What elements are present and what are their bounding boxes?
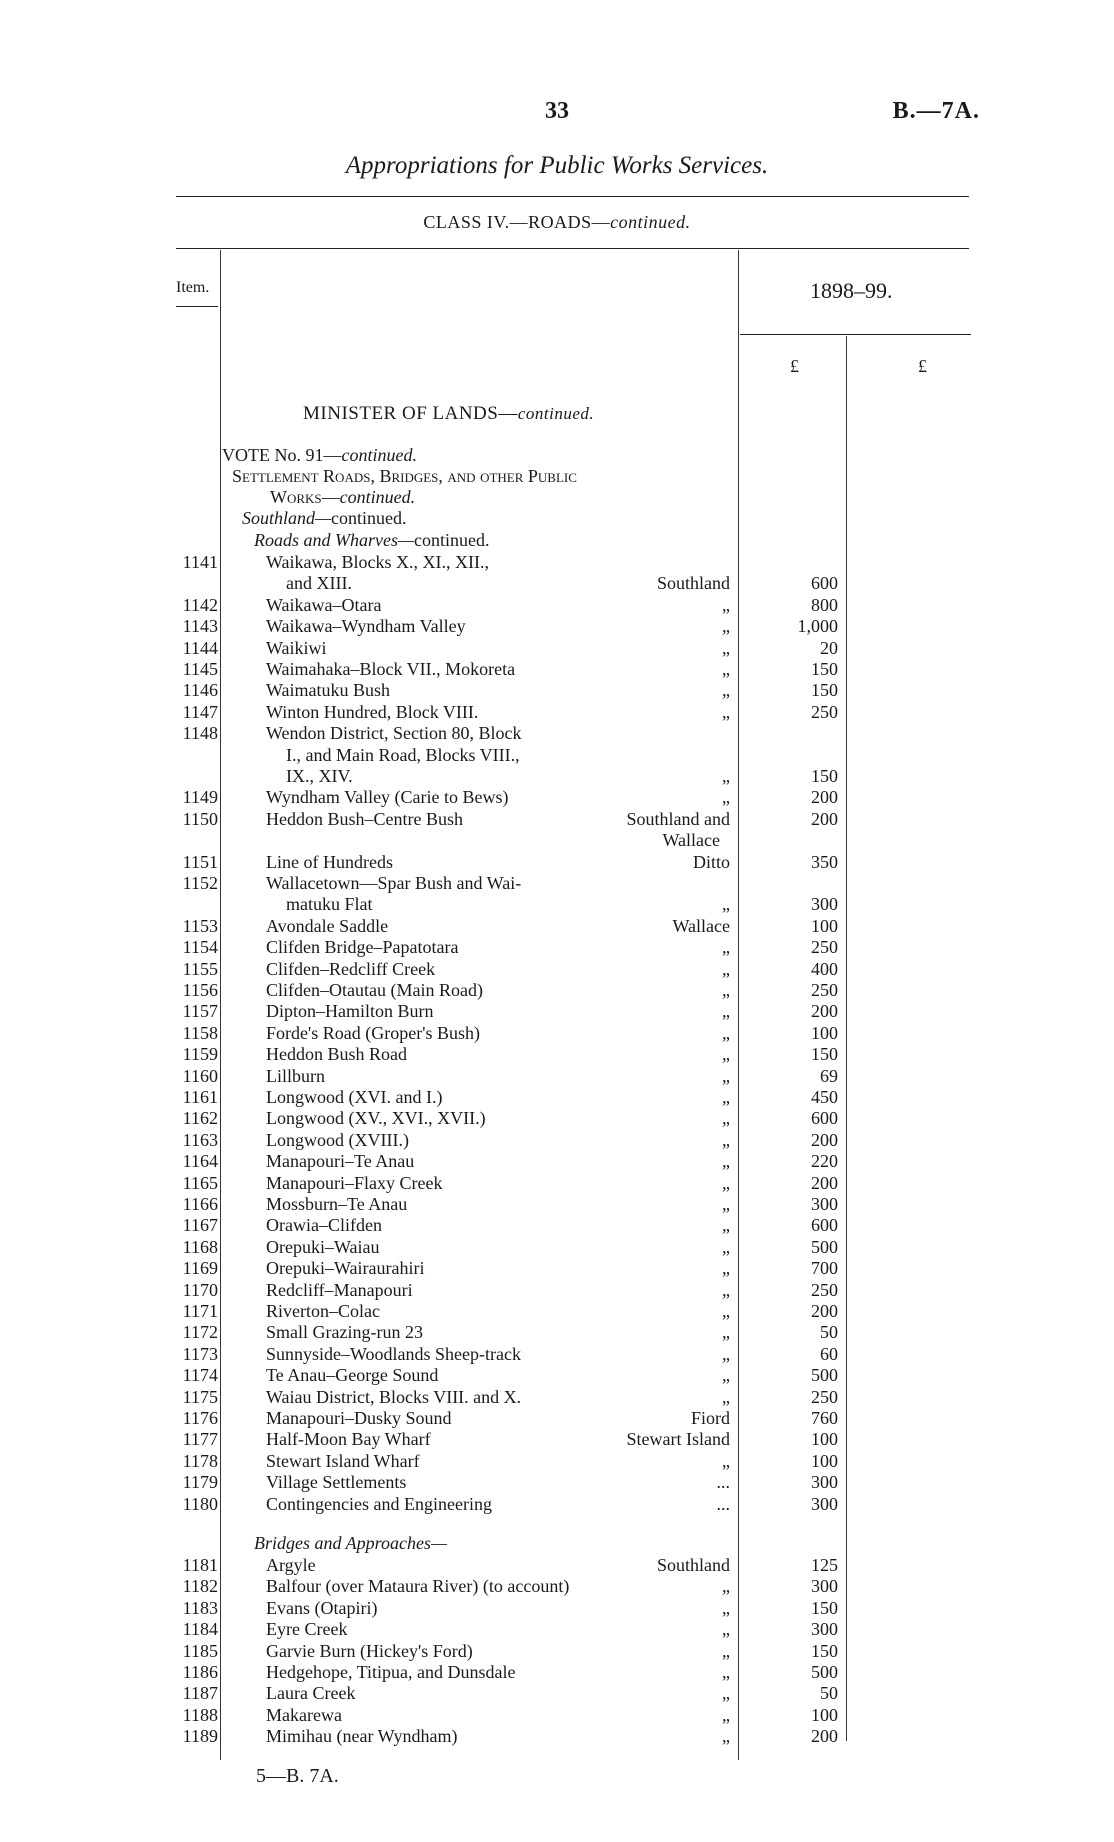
item-description: Clifden–Redcliff Creek: [266, 958, 436, 979]
item-description: Waimatuku Bush: [266, 680, 391, 701]
item-number: 1184: [182, 1619, 218, 1640]
amount: 60: [820, 1343, 838, 1364]
district: „: [722, 1215, 730, 1236]
district: „: [722, 594, 730, 615]
district: „: [722, 937, 730, 958]
minister-heading-text: MINISTER OF LANDS—: [303, 403, 518, 424]
item-number: 1171: [182, 1301, 218, 1321]
item-description: Longwood (XVIII.): [266, 1129, 409, 1150]
district: „: [722, 1640, 730, 1661]
item-description: Clifden Bridge–Papatotara: [266, 937, 459, 958]
item-description: Clifden–Otautau (Main Road): [266, 980, 483, 1000]
item-number: 1183: [182, 1597, 218, 1618]
item-number: 1148: [182, 723, 218, 744]
item-number: 1175: [182, 1386, 218, 1407]
southland-heading-suffix: continued.: [331, 508, 407, 528]
item-description: Village Settlements: [266, 1472, 407, 1493]
amount: 100: [811, 1022, 838, 1043]
item-description: Hedgehope, Titipua, and Dunsdale: [266, 1662, 516, 1682]
item-description: Te Anau–George Sound: [266, 1365, 439, 1386]
item-number: 1151: [182, 851, 218, 872]
amount: 250: [811, 980, 838, 1000]
item-number: 1182: [182, 1576, 218, 1597]
district: „: [722, 1322, 730, 1343]
amount: 600: [811, 1108, 838, 1129]
item-description: Orepuki–Wairaurahiri: [266, 1258, 425, 1279]
amount: 150: [811, 1044, 838, 1065]
district: „: [722, 1343, 730, 1364]
item-description: Manapouri–Dusky Sound: [266, 1408, 452, 1428]
district: Ditto: [692, 851, 730, 872]
district: Fiord: [690, 1408, 730, 1428]
item-description: Waimahaka–Block VII., Mokoreta: [266, 659, 516, 679]
item-number: 1167: [182, 1215, 218, 1236]
rule-second-amount-column: [846, 336, 847, 1741]
minister-heading-suffix: continued.: [517, 404, 595, 423]
amount: 50: [820, 1683, 838, 1704]
item-number: 1186: [182, 1662, 218, 1682]
amount: 600: [811, 1215, 838, 1236]
item-number: 1169: [182, 1258, 218, 1279]
item-description: Orepuki–Waiau: [266, 1236, 380, 1257]
district: „: [722, 1258, 730, 1279]
district-continued: Wallace: [662, 830, 720, 851]
item-number: 1162: [182, 1108, 218, 1129]
item-description: matuku Flat: [286, 894, 373, 915]
item-description: Argyle: [266, 1555, 316, 1575]
item-number: 1159: [182, 1044, 218, 1065]
pound-header-2: £: [918, 356, 927, 376]
amount: 200: [811, 1172, 838, 1193]
district: „: [722, 1194, 730, 1214]
district: ...: [716, 1493, 730, 1514]
item-description: Wendon District, Section 80, Block: [266, 723, 522, 744]
item-number: 1147: [182, 701, 218, 722]
district: „: [722, 1365, 730, 1386]
roads-wharves-heading-suffix: continued.: [414, 530, 490, 550]
district: Southland: [656, 573, 730, 594]
footer-signature: 5—B. 7A.: [256, 1765, 339, 1787]
settlement-heading-line2: [270, 487, 415, 508]
amount: 200: [811, 1301, 838, 1321]
item-description: Heddon Bush–Centre Bush: [266, 808, 463, 829]
item-number: 1149: [182, 787, 218, 808]
item-description: Wyndham Valley (Carie to Bews): [266, 787, 509, 808]
district: „: [722, 980, 730, 1000]
item-number: 1176: [182, 1408, 218, 1428]
amount: 150: [811, 680, 838, 701]
item-number: 1145: [182, 659, 218, 679]
class-heading: [0, 212, 1114, 233]
item-description: Longwood (XVI. and I.): [266, 1087, 443, 1107]
amount: 100: [811, 1704, 838, 1725]
amount: 200: [811, 1129, 838, 1150]
item-number: 1179: [182, 1472, 218, 1493]
item-number: 1180: [182, 1493, 218, 1514]
vote-heading-text: VOTE No. 91—: [222, 445, 342, 465]
amount: 350: [811, 851, 838, 872]
amount: 300: [811, 1619, 838, 1640]
item-description: Eyre Creek: [266, 1619, 348, 1640]
district: „: [722, 1597, 730, 1618]
rule-item-column: [220, 250, 221, 1760]
item-description: Waikiwi: [266, 637, 327, 658]
roads-wharves-heading-text: Roads and Wharves—: [254, 530, 414, 550]
item-description: Balfour (over Mataura River) (to account): [266, 1576, 570, 1597]
amount: 50: [820, 1322, 838, 1343]
amount: 700: [811, 1258, 838, 1279]
amount: 300: [811, 1493, 838, 1514]
bridges-heading: Bridges and Approaches—: [254, 1533, 447, 1553]
item-number: 1141: [182, 552, 218, 572]
district: „: [722, 1151, 730, 1172]
rule-year-header: [740, 334, 971, 335]
item-number: 1154: [182, 937, 218, 958]
rule-table-top: [176, 248, 969, 249]
item-description: Mimihau (near Wyndham): [266, 1726, 458, 1747]
item-number: 1158: [182, 1022, 218, 1043]
item-description: Manapouri–Te Anau: [266, 1151, 415, 1172]
district: „: [722, 1726, 730, 1747]
item-description: Makarewa: [266, 1704, 342, 1725]
item-number: 1188: [182, 1704, 218, 1725]
item-description: Sunnyside–Woodlands Sheep-track: [266, 1343, 522, 1364]
amount: 200: [811, 1726, 838, 1747]
southland-heading-text: Southland—: [242, 508, 332, 528]
item-description: Wallacetown—Spar Bush and Wai-: [266, 873, 522, 893]
district: „: [722, 701, 730, 722]
pound-header-1: £: [790, 356, 799, 376]
item-number: 1165: [182, 1172, 218, 1193]
item-number: 1163: [182, 1129, 218, 1150]
district: Southland: [656, 1555, 730, 1575]
amount: 600: [811, 573, 838, 594]
amount: 125: [811, 1555, 838, 1575]
district: Southland and: [626, 808, 730, 829]
item-description: Forde's Road (Groper's Bush): [266, 1022, 480, 1043]
class-heading-suffix: continued.: [610, 212, 691, 232]
district: „: [722, 787, 730, 808]
item-description: Mossburn–Te Anau: [266, 1194, 408, 1214]
amount: 800: [811, 594, 838, 615]
amount: 150: [811, 1640, 838, 1661]
item-column-header: Item.: [176, 279, 210, 296]
item-number: 1161: [182, 1087, 218, 1107]
item-description: Waikawa–Wyndham Valley: [266, 616, 466, 637]
amount: 100: [811, 1429, 838, 1450]
item-number: 1173: [182, 1343, 218, 1364]
item-number: 1185: [182, 1640, 218, 1661]
item-number: 1142: [182, 594, 218, 615]
amount: 250: [811, 1279, 838, 1300]
item-description: Longwood (XV., XVI., XVII.): [266, 1108, 486, 1129]
district: „: [722, 1087, 730, 1107]
item-number: 1164: [182, 1151, 218, 1172]
district: „: [722, 894, 730, 915]
district: „: [722, 1172, 730, 1193]
amount: 300: [811, 1194, 838, 1214]
class-heading-text: CLASS IV.—ROADS—: [423, 212, 611, 232]
vote-heading: [222, 445, 417, 466]
item-description: Small Grazing-run 23: [266, 1322, 423, 1343]
amount: 500: [811, 1662, 838, 1682]
district: „: [722, 1301, 730, 1321]
item-description: Winton Hundred, Block VIII.: [266, 701, 479, 722]
rule-item-header: [176, 306, 218, 307]
vote-heading-suffix: continued.: [341, 445, 417, 465]
item-number: 1181: [182, 1555, 218, 1575]
page-number: 33: [545, 98, 569, 124]
item-description: Stewart Island Wharf: [266, 1450, 420, 1471]
item-number: 1146: [182, 680, 218, 701]
item-number: 1170: [182, 1279, 218, 1300]
district: „: [722, 1386, 730, 1407]
amount: 1,000: [797, 616, 838, 637]
item-number: 1177: [182, 1429, 218, 1450]
item-description: and XIII.: [286, 573, 352, 594]
settlement-heading-suffix: continued.: [339, 487, 416, 507]
amount: 200: [811, 808, 838, 829]
district: Stewart Island: [626, 1429, 730, 1450]
item-description: Heddon Bush Road: [266, 1044, 407, 1065]
document-reference: B.—7A.: [892, 98, 980, 124]
district: „: [722, 1022, 730, 1043]
district: „: [722, 1576, 730, 1597]
amount: 150: [811, 659, 838, 679]
amount: 400: [811, 958, 838, 979]
item-description: Waikawa, Blocks X., XI., XII.,: [266, 552, 489, 572]
district: „: [722, 1279, 730, 1300]
roads-wharves-heading: [254, 530, 489, 551]
item-number: 1189: [182, 1726, 218, 1747]
item-description: Manapouri–Flaxy Creek: [266, 1172, 443, 1193]
item-number: 1168: [182, 1236, 218, 1257]
district: „: [722, 766, 730, 786]
item-number: 1144: [182, 637, 218, 658]
item-description: Waikawa–Otara: [266, 594, 382, 615]
district: „: [722, 1129, 730, 1150]
item-number: 1174: [182, 1365, 218, 1386]
district: „: [722, 1662, 730, 1682]
item-description: Garvie Burn (Hickey's Ford): [266, 1640, 473, 1661]
district: „: [722, 659, 730, 679]
item-number: 1172: [182, 1322, 218, 1343]
amount: 20: [820, 637, 838, 658]
amount: 300: [811, 894, 838, 915]
district: Wallace: [672, 915, 730, 936]
item-number: 1187: [182, 1683, 218, 1704]
item-number: 1150: [182, 808, 218, 829]
item-number: 1166: [182, 1194, 218, 1214]
item-description: Evans (Otapiri): [266, 1597, 378, 1618]
district: „: [722, 680, 730, 701]
amount: 450: [811, 1087, 838, 1107]
item-description: IX., XIV.: [286, 766, 353, 786]
southland-heading: [242, 508, 407, 529]
item-description: I., and Main Road, Blocks VIII.,: [286, 744, 520, 765]
item-description: Line of Hundreds: [266, 851, 393, 872]
amount: 250: [811, 937, 838, 958]
district: „: [722, 1704, 730, 1725]
item-number: 1153: [182, 915, 218, 936]
item-description: Lillburn: [266, 1065, 325, 1086]
district: „: [722, 1108, 730, 1129]
amount: 500: [811, 1365, 838, 1386]
item-number: 1160: [182, 1065, 218, 1086]
amount: 250: [811, 701, 838, 722]
district: „: [722, 1236, 730, 1257]
item-description: Redcliff–Manapouri: [266, 1279, 413, 1300]
year-column-header: 1898–99.: [810, 278, 893, 303]
item-description: Riverton–Colac: [266, 1301, 380, 1321]
item-number: 1157: [182, 1001, 218, 1022]
district: „: [722, 1001, 730, 1022]
settlement-heading-line1: Settlement Roads, Bridges, and other Public: [232, 466, 577, 486]
item-number: 1152: [182, 873, 218, 893]
district: „: [722, 1450, 730, 1471]
item-description: Laura Creek: [266, 1683, 356, 1704]
amount: 760: [811, 1408, 838, 1428]
amount: 200: [811, 1001, 838, 1022]
amount: 150: [811, 766, 838, 786]
amount: 69: [820, 1065, 838, 1086]
district: „: [722, 1683, 730, 1704]
item-description: Half-Moon Bay Wharf: [266, 1429, 431, 1450]
item-description: Contingencies and Engineering: [266, 1493, 492, 1514]
amount: 100: [811, 915, 838, 936]
item-description: Avondale Saddle: [266, 915, 389, 936]
amount: 300: [811, 1472, 838, 1493]
item-description: Waiau District, Blocks VIII. and X.: [266, 1386, 522, 1407]
item-number: 1143: [182, 616, 218, 637]
item-description: Orawia–Clifden: [266, 1215, 382, 1236]
amount: 100: [811, 1450, 838, 1471]
district: „: [722, 1619, 730, 1640]
amount: 150: [811, 1597, 838, 1618]
district: „: [722, 1044, 730, 1065]
district: ...: [716, 1472, 730, 1493]
minister-heading: [303, 403, 594, 425]
amount: 220: [811, 1151, 838, 1172]
item-number: 1155: [182, 958, 218, 979]
amount: 250: [811, 1386, 838, 1407]
page-title: Appropriations for Public Works Services.: [345, 152, 769, 179]
district: „: [722, 616, 730, 637]
district: „: [722, 958, 730, 979]
amount: 300: [811, 1576, 838, 1597]
amount: 200: [811, 787, 838, 808]
settlement-heading-works: Works—: [270, 487, 340, 507]
amount: 500: [811, 1236, 838, 1257]
rule-top: [176, 196, 969, 197]
district: „: [722, 1065, 730, 1086]
item-description: Dipton–Hamilton Burn: [266, 1001, 434, 1022]
district: „: [722, 637, 730, 658]
item-number: 1156: [182, 980, 218, 1000]
item-number: 1178: [182, 1450, 218, 1471]
